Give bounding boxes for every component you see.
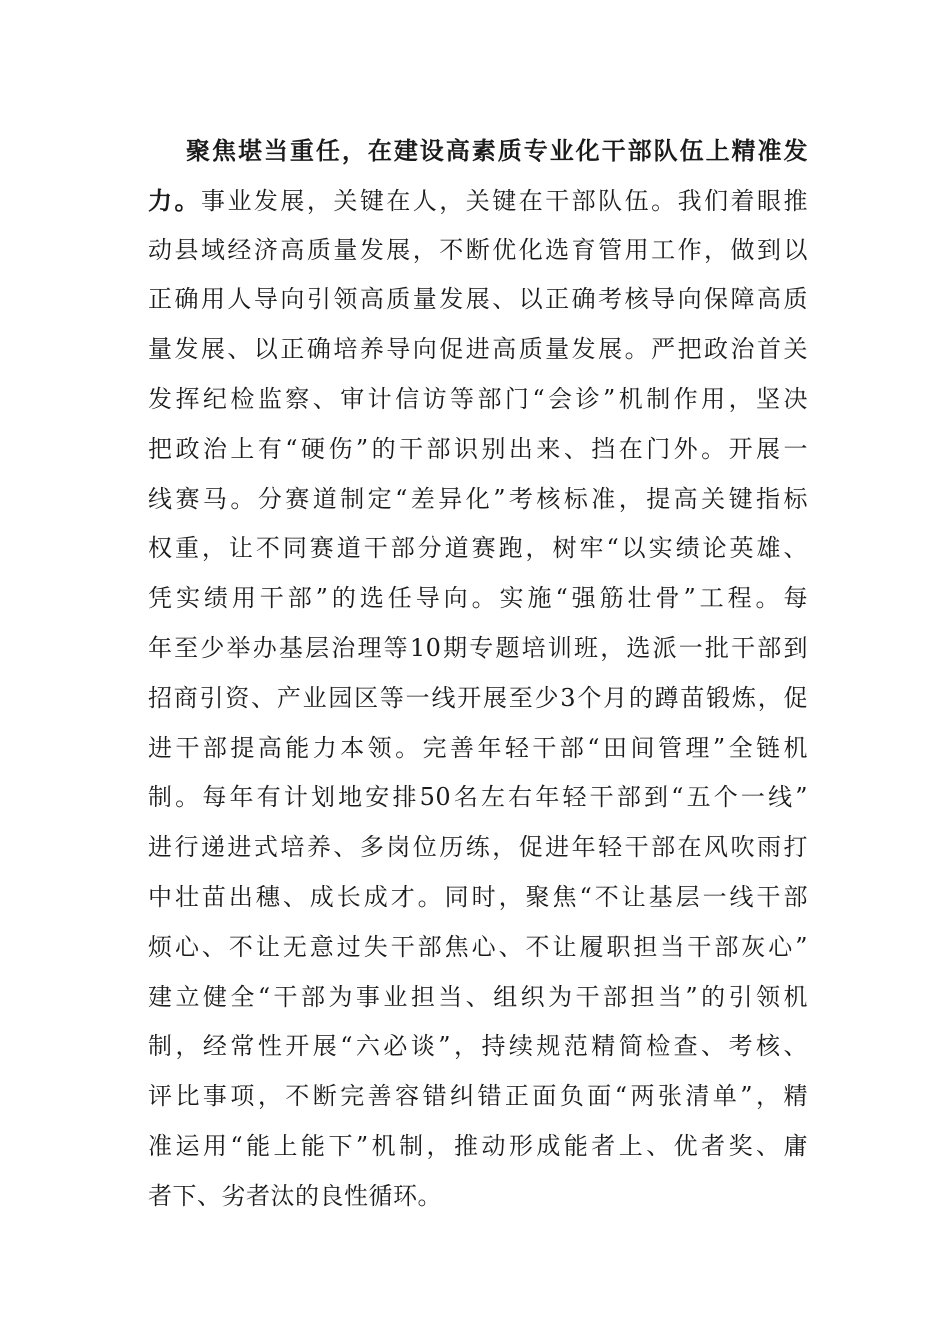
line-text: 量发展、以正确培养导向促进高质量发展。严把政治首关 xyxy=(148,335,808,364)
line-text: 制。每年有计划地安排50名左右年轻干部到“五个一线” xyxy=(148,783,808,812)
text-line xyxy=(148,275,808,325)
text-line xyxy=(148,325,808,375)
text-line xyxy=(148,724,808,774)
line-text: 评比事项，不断完善容错纠错正面负面“两张清单”，精 xyxy=(148,1082,808,1111)
line-text: 准运用“能上能下”机制，推动形成能者上、优者奖、庸 xyxy=(148,1131,808,1160)
text-line xyxy=(148,873,808,923)
line-text: 招商引资、产业园区等一线开展至少3个月的蹲苗锻炼，促 xyxy=(148,683,808,712)
bold-heading: 聚焦堪当重任，在建设高素质专业化干部队伍上精准发 xyxy=(186,136,808,165)
line-text: 把政治上有“硬伤”的干部识别出来、挡在门外。开展一 xyxy=(148,434,808,463)
line-text: 事业发展，关键在人，关键在干部队伍。我们着眼推 xyxy=(200,186,809,215)
body-paragraph xyxy=(148,126,808,1222)
line-text: 建立健全“干部为事业担当、组织为干部担当”的引领机 xyxy=(148,982,808,1011)
text-line xyxy=(148,773,808,823)
text-line xyxy=(148,1122,808,1172)
line-text: 者下、劣者汰的良性循环。 xyxy=(148,1181,442,1210)
text-line xyxy=(148,973,808,1023)
text-line xyxy=(148,823,808,873)
line-text: 发挥纪检监察、审计信访等部门“会诊”机制作用，坚决 xyxy=(148,384,808,413)
text-line xyxy=(148,475,808,525)
text-line xyxy=(148,1172,808,1222)
line-text: 正确用人导向引领高质量发展、以正确考核导向保障高质 xyxy=(148,285,808,314)
line-text: 凭实绩用干部”的选任导向。实施“强筋壮骨”工程。每 xyxy=(148,584,808,613)
line-text: 年至少举办基层治理等10期专题培训班，选派一批干部到 xyxy=(148,633,808,662)
line-text: 进干部提高能力本领。完善年轻干部“田间管理”全链机 xyxy=(148,733,808,762)
line-text: 线赛马。分赛道制定“差异化”考核标准，提高关键指标 xyxy=(148,484,808,513)
line-text: 权重，让不同赛道干部分道赛跑，树牢“以实绩论英雄、 xyxy=(148,534,808,563)
text-line xyxy=(148,923,808,973)
line-text: 制，经常性开展“六必谈”，持续规范精简检查、考核、 xyxy=(148,1032,808,1061)
text-line xyxy=(148,624,808,674)
text-line xyxy=(148,176,808,226)
text-line xyxy=(148,375,808,425)
text-line xyxy=(148,226,808,276)
text-line xyxy=(148,425,808,475)
line-text: 中壮苗出穗、成长成才。同时，聚焦“不让基层一线干部 xyxy=(148,882,808,911)
text-line xyxy=(148,524,808,574)
text-line xyxy=(148,574,808,624)
text-line xyxy=(148,1022,808,1072)
line-text: 烦心、不让无意过失干部焦心、不让履职担当干部灰心” xyxy=(148,932,808,961)
bold-heading: 力。 xyxy=(148,185,201,215)
text-line xyxy=(148,674,808,724)
line-text: 进行递进式培养、多岗位历练，促进年轻干部在风吹雨打 xyxy=(148,833,808,862)
text-line xyxy=(148,126,808,176)
text-line xyxy=(148,1072,808,1122)
line-text: 动县域经济高质量发展，不断优化选育管用工作，做到以 xyxy=(148,235,808,264)
